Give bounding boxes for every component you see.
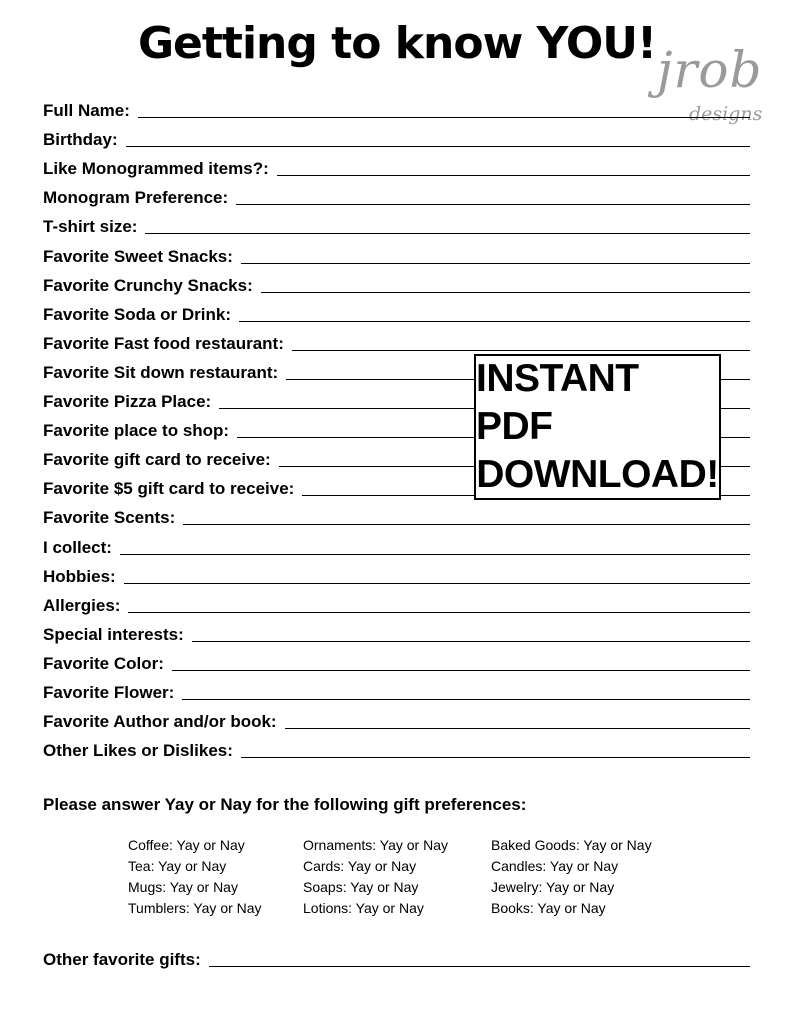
logo-subtitle: designs xyxy=(689,103,763,125)
gift-item[interactable]: Books: Yay or Nay xyxy=(491,900,606,916)
answer-line[interactable] xyxy=(192,640,750,642)
answer-line[interactable] xyxy=(261,291,750,293)
field-row xyxy=(43,92,750,121)
field-label: Favorite Flower: xyxy=(43,682,175,702)
answer-line[interactable] xyxy=(182,698,750,700)
gift-item[interactable]: Coffee: Yay or Nay xyxy=(128,837,245,853)
field-label: I collect: xyxy=(43,537,112,557)
gift-item[interactable]: Lotions: Yay or Nay xyxy=(303,900,424,916)
field-row xyxy=(43,121,750,150)
field-row xyxy=(43,528,750,557)
gift-item[interactable]: Tea: Yay or Nay xyxy=(128,858,227,874)
field-label: Favorite Pizza Place: xyxy=(43,392,212,412)
gift-item[interactable]: Baked Goods: Yay or Nay xyxy=(491,837,652,853)
field-label: Favorite Author and/or book: xyxy=(43,712,277,732)
field-row xyxy=(43,296,750,325)
other-gifts-label: Other favorite gifts: xyxy=(43,950,201,969)
field-row xyxy=(43,150,750,179)
page-title: Getting to know YOU! xyxy=(137,18,657,69)
field-label: Favorite Fast food restaurant: xyxy=(43,333,284,353)
answer-line[interactable] xyxy=(292,349,750,351)
answer-line[interactable] xyxy=(120,553,750,555)
gift-item[interactable]: Candles: Yay or Nay xyxy=(491,858,619,874)
other-gifts-row xyxy=(43,950,750,970)
field-label: Full Name: xyxy=(43,101,130,121)
badge-line-1: INSTANT PDF xyxy=(476,357,639,448)
answer-line[interactable] xyxy=(209,965,750,967)
answer-line[interactable] xyxy=(172,669,750,671)
field-label: Favorite Sweet Snacks: xyxy=(43,246,233,266)
answer-line[interactable] xyxy=(128,611,750,613)
answer-line[interactable] xyxy=(138,116,750,118)
gift-column-3 xyxy=(491,835,652,919)
logo-wordmark: jrob xyxy=(657,41,763,99)
field-label: Favorite Crunchy Snacks: xyxy=(43,275,253,295)
gift-item[interactable]: Soaps: Yay or Nay xyxy=(303,879,419,895)
answer-line[interactable] xyxy=(124,582,750,584)
field-label: Favorite Soda or Drink: xyxy=(43,304,231,324)
answer-line[interactable] xyxy=(145,232,750,234)
field-row xyxy=(43,558,750,587)
field-label: Favorite Scents: xyxy=(43,508,176,528)
field-label: Favorite Color: xyxy=(43,653,164,673)
field-row xyxy=(43,499,750,528)
gift-item[interactable]: Cards: Yay or Nay xyxy=(303,858,417,874)
field-label: Favorite place to shop: xyxy=(43,421,230,441)
field-row xyxy=(43,325,750,354)
field-row xyxy=(43,645,750,674)
gift-column-2 xyxy=(303,835,448,919)
answer-line[interactable] xyxy=(183,523,750,525)
field-label: Favorite gift card to receive: xyxy=(43,450,271,470)
answer-line[interactable] xyxy=(239,320,750,322)
answer-line[interactable] xyxy=(241,756,750,758)
gift-item[interactable]: Ornaments: Yay or Nay xyxy=(303,837,448,853)
badge-line-2: DOWNLOAD! xyxy=(476,453,719,496)
field-label: Hobbies: xyxy=(43,566,116,586)
field-label: Favorite $5 gift card to receive: xyxy=(43,479,295,499)
field-label: Birthday: xyxy=(43,130,118,150)
field-row xyxy=(43,587,750,616)
gift-column-1 xyxy=(128,835,262,919)
gift-preferences-instructions: Please answer Yay or Nay for the following gift preferences: xyxy=(43,795,527,814)
answer-line[interactable] xyxy=(277,174,750,176)
field-row xyxy=(43,703,750,732)
answer-line[interactable] xyxy=(126,145,750,147)
answer-line[interactable] xyxy=(236,203,750,205)
answer-line[interactable] xyxy=(285,727,750,729)
field-label: Allergies: xyxy=(43,595,121,615)
field-label: T-shirt size: xyxy=(43,217,138,237)
instant-download-badge xyxy=(474,354,721,500)
field-row xyxy=(43,237,750,266)
field-row xyxy=(43,208,750,237)
field-label: Other Likes or Dislikes: xyxy=(43,741,233,761)
gift-item[interactable]: Tumblers: Yay or Nay xyxy=(128,900,262,916)
field-row xyxy=(43,179,750,208)
answer-line[interactable] xyxy=(241,262,750,264)
gift-item[interactable]: Jewelry: Yay or Nay xyxy=(491,879,615,895)
gift-item[interactable]: Mugs: Yay or Nay xyxy=(128,879,238,895)
field-row xyxy=(43,267,750,296)
field-label: Like Monogrammed items?: xyxy=(43,159,269,179)
field-row xyxy=(43,674,750,703)
field-label: Monogram Preference: xyxy=(43,188,229,208)
field-row xyxy=(43,732,750,761)
field-label: Special interests: xyxy=(43,624,184,644)
field-label: Favorite Sit down restaurant: xyxy=(43,362,279,382)
field-row xyxy=(43,616,750,645)
